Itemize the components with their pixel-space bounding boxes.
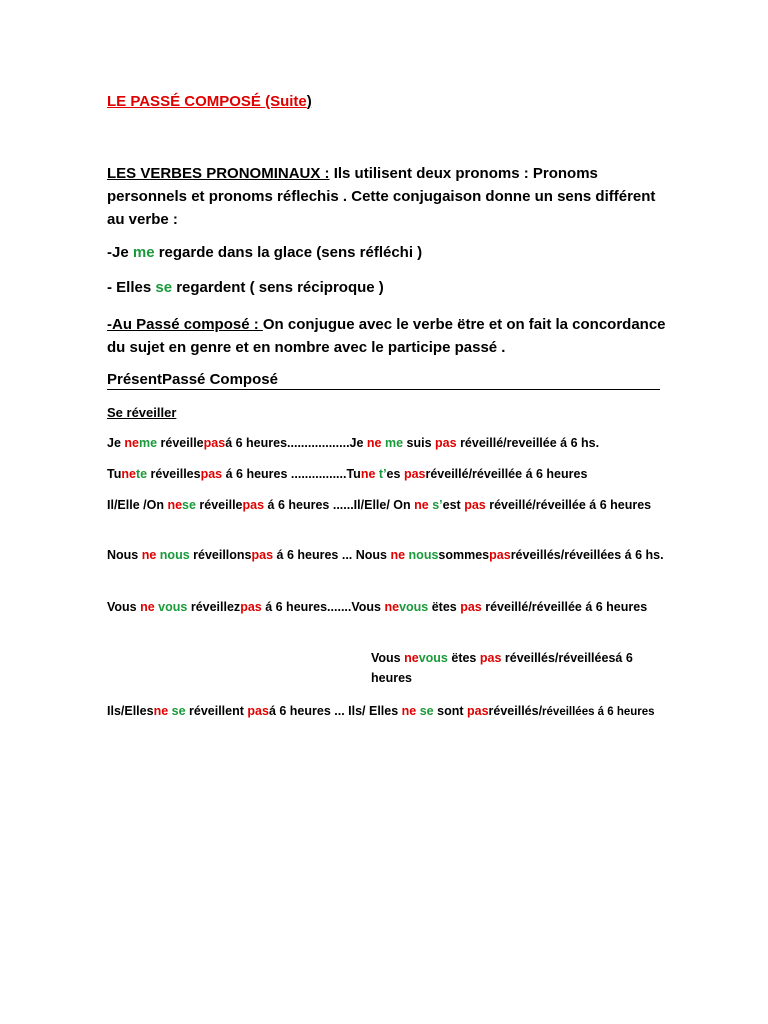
verb-title: Se réveiller <box>107 405 177 420</box>
text: á 6 heures.......Vous <box>261 600 385 614</box>
pronoun: se <box>419 704 434 718</box>
text: réveilles <box>147 467 201 481</box>
text: á 6 heures ... Ils/ Elles <box>268 704 402 718</box>
text: réveillent <box>185 704 248 718</box>
pronoun: nous <box>156 548 190 562</box>
negation: pas <box>479 651 502 665</box>
pronoun: te <box>135 467 148 481</box>
text: es <box>386 467 404 481</box>
text: réveillons <box>189 548 252 562</box>
negation: ne <box>366 436 382 450</box>
negation: ne <box>390 548 406 562</box>
table-header: PrésentPassé Composé <box>107 371 660 390</box>
text: suis <box>403 436 436 450</box>
pronoun: me <box>385 436 404 450</box>
pronoun: me <box>138 436 158 450</box>
text: Vous <box>371 651 405 665</box>
conjugation-line <box>107 495 667 515</box>
page-title <box>107 93 312 110</box>
passe-compose-paragraph <box>107 313 667 359</box>
pronoun: s’ <box>432 498 443 512</box>
text: á 6 heures ......Il/Elle/ On <box>264 498 415 512</box>
pronoun: se <box>168 704 186 718</box>
text: ëtes <box>428 600 461 614</box>
negation: ne <box>124 436 139 450</box>
conjugation-line <box>107 464 667 484</box>
example-text: regardent ( sens réciproque ) <box>172 279 384 296</box>
conjugation-line <box>107 545 667 565</box>
negation: pas <box>403 467 426 481</box>
example-text: - Elles <box>107 279 156 296</box>
text: réveillés/réveilléesá 6 heures <box>371 651 633 685</box>
text: sommes <box>438 548 490 562</box>
text: Vous <box>107 600 141 614</box>
negation: pas <box>200 467 223 481</box>
pronoun: vous <box>154 600 188 614</box>
negation: ne <box>401 704 417 718</box>
negation: pas <box>466 704 489 718</box>
title-close-paren: ) <box>306 93 312 110</box>
intro-paragraph <box>107 162 667 231</box>
conjugation-line <box>107 701 667 722</box>
text: est <box>442 498 465 512</box>
pronoun: nous <box>408 548 439 562</box>
text: ëtes <box>447 651 480 665</box>
text: réveillé/réveillée á 6 heures <box>485 498 652 512</box>
example-reflexive <box>107 244 422 261</box>
negation: ne <box>414 498 429 512</box>
text: réveillez <box>187 600 241 614</box>
text: á 6 heures..................Je <box>225 436 367 450</box>
example-text: regarde dans la glace (sens réfléchi ) <box>154 244 423 261</box>
negation: ne <box>141 548 157 562</box>
negation: ne <box>384 600 400 614</box>
intro-text: Ils utilisent deux pronoms : Pronoms personnels et pronoms réflechis . Cette conjugaison donne un sens différent au verbe : <box>107 165 656 228</box>
text: Ils/Elles <box>107 704 154 718</box>
negation: pas <box>251 548 274 562</box>
passe-compose-heading: -Au Passé composé : <box>107 316 263 333</box>
text: Je <box>107 436 125 450</box>
pronoun: vous <box>399 600 429 614</box>
text: réveillé/reveillée á 6 hs. <box>456 436 600 450</box>
conjugation-line <box>107 433 667 453</box>
text: réveille <box>157 436 204 450</box>
text: réveillé/réveillée á 6 heures <box>481 600 648 614</box>
negation: ne <box>360 467 376 481</box>
text: Nous <box>107 548 142 562</box>
example-text: -Je <box>107 244 133 261</box>
text: réveillé/réveillée á 6 heures <box>425 467 588 481</box>
pronoun: se <box>182 498 196 512</box>
example-reciprocal <box>107 279 384 296</box>
example-pronoun: me <box>132 244 155 261</box>
text: Il/Elle /On <box>107 498 168 512</box>
negation: pas <box>464 498 486 512</box>
negation: ne <box>153 704 169 718</box>
text: réveillées á 6 heures <box>542 706 655 718</box>
negation: ne <box>140 600 155 614</box>
conjugation-line <box>107 648 667 688</box>
text: sont <box>433 704 467 718</box>
text: Tu <box>107 467 122 481</box>
text: réveille <box>195 498 243 512</box>
pronoun: vous <box>418 651 448 665</box>
negation: pas <box>460 600 482 614</box>
conjugation-line <box>107 597 667 617</box>
example-pronoun: se <box>155 279 173 296</box>
text: réveillés/réveillées á 6 hs. <box>510 548 664 562</box>
negation: pas <box>489 548 511 562</box>
pronoun: t’ <box>378 467 387 481</box>
intro-heading: LES VERBES PRONOMINAUX : <box>107 165 330 182</box>
text: réveillés/ <box>488 704 543 718</box>
passe-compose-text: On conjugue avec le verbe ëtre et on fait la concordance du sujet en genre et en nombre avec le participe passé . <box>107 316 666 356</box>
negation: pas <box>242 498 265 512</box>
text: á 6 heures ... Nous <box>273 548 391 562</box>
text: á 6 heures ................Tu <box>222 467 361 481</box>
negation: ne <box>167 498 183 512</box>
negation: pas <box>247 704 269 718</box>
negation: ne <box>404 651 419 665</box>
negation: pas <box>240 600 262 614</box>
negation: ne <box>121 467 136 481</box>
negation: pas <box>435 436 457 450</box>
title-main: LE PASSÉ COMPOSÉ (Suite <box>107 93 307 110</box>
negation: pas <box>203 436 226 450</box>
